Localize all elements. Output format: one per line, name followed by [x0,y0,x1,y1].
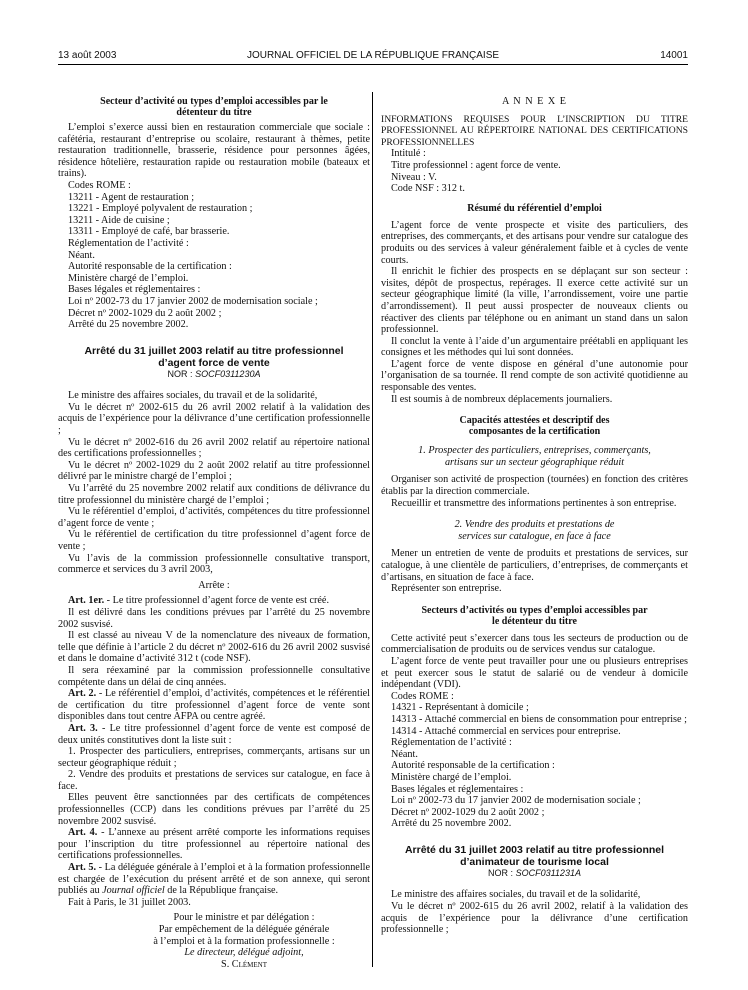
nor-value: SOCF0311231A [515,867,581,878]
header-date: 13 août 2003 [58,50,117,61]
nor-line [381,868,688,880]
article-1 [58,595,370,607]
code-item: 13211 - Aide de cuisine ; [68,214,170,226]
left-column [58,96,370,970]
code-item: 13221 - Employé polyvalent de restauration ; [68,203,253,215]
article-text: - L’annexe au présent arrêté comporte les informations requises pour l’inscription du titre professionnel au répertoire national des certifications professionnelles. [58,827,370,862]
signature-line: à l’emploi et à la formation professionnelle : [153,935,335,947]
resume-paragraph: Il conclut la vente à l’aide d’un argumentaire préétabli en appliquant les consignes et les méthodes qui lui sont données. [381,335,688,359]
signature-line: Pour le ministre et par délégation : [173,912,315,924]
nor-label: NOR : [167,368,193,379]
article-1-paragraph: Il est délivré dans les conditions prévues par l’arrêté du 25 novembre 2002 susvisé. [58,606,370,630]
visa: Le ministre des affaires sociales, du travail et de la solidarité, [391,889,641,901]
codes-rome-label: Codes ROME : [391,690,454,702]
ministere-text: Ministère chargé de l’emploi. [391,771,512,783]
header-page-number: 14001 [660,50,688,61]
visa: Vu le décret nº 2002-1029 du 2 août 2002 relatif au titre professionnel délivré par le ministre chargé de l’emploi ; [58,459,370,483]
base-item: Arrêté du 25 novembre 2002. [391,818,512,830]
secteurs-paragraph: L’agent force de vente peut travailler pour une ou plusieurs entreprises et peut exercer sous le statut de salarié ou de vendeur à domicile indépendant (VDI). [381,655,688,691]
code-item: 14321 - Représentant à domicile ; [391,702,529,714]
visa: Le ministre des affaires sociales, du travail et de la solidarité, [68,390,318,402]
capacite-2-text: Représenter son entreprise. [391,583,502,595]
resume-paragraph: L’agent force de vente dispose en général d’une autonomie pour l’organisation de sa tournée. Il rend compte de son activité quotidienne au responsable des ventes. [381,358,688,394]
visa: Vu l’avis de la commission professionnelle consultative transport, commerce et services du 3 avril 2003, [58,552,370,576]
article-text: - La déléguée générale à l’emploi et à la formation professionnelle est chargée de l’exécution du présent arrêté et de son annexe, qui seront publiés au [58,862,370,897]
nor-label: NOR : [488,867,514,878]
capacite-2-title: 2. Vendre des produits et prestations de services sur catalogue, en face à face [454,519,615,542]
bases-label: Bases légales et réglementaires : [68,284,201,296]
secteurs-title: Secteurs d’activités ou types d’emploi accessibles par le détenteur du titre [421,604,648,627]
secteur-paragraph: L’emploi s’exerce aussi bien en restauration commerciale que sociale : cafétéria, restaurant d’entreprise ou scolaire, restaurant à thèmes, petite restauration traditionnelle, brasserie, résidence pour personnes âgées, résidence hôtelière, restauration rapide ou restauration mobile (bateaux et trains). [58,122,370,180]
visa: Vu le décret nº 2002-616 du 26 avril 2002 relatif au répertoire national des certifications professionnelles ; [58,436,370,460]
capacite-1-text: Organiser son activité de prospection (tournées) en fonction des critères établis par la direction commerciale. [381,474,688,498]
capacites-title: Capacités attestées et descriptif des composantes de la certification [459,415,610,438]
article-label: Art. 4. [68,827,98,839]
article-1-paragraph: Il sera réexaminé par la commission professionnelle consultative compétente dans un délai de cinq années. [58,664,370,688]
code-item: 13211 - Agent de restauration ; [68,191,195,203]
signature-line: Par empêchement de la déléguée générale [158,924,330,935]
signature-line: Le directeur, délégué adjoint, [184,947,304,959]
secteurs-paragraph: Cette activité peut s’exercer dans tous les secteurs de production ou de commercialisation de produits ou de services vendus sur catalogue. [381,632,688,656]
header-rule [58,64,688,65]
base-item: Arrêté du 25 novembre 2002. [68,319,189,331]
header-title: JOURNAL OFFICIEL DE LA RÉPUBLIQUE FRANÇAISE [246,50,500,61]
codes-rome-label: Codes ROME : [68,179,131,191]
article-4 [58,827,370,862]
resume-title: Résumé du référentiel d’emploi [467,202,602,214]
resume-paragraph: L’agent force de vente prospecte et visite des particuliers, des entreprises, des commerçants, et des artisans pour vendre sur catalogue des produits ou des services à valeur généralement faible et à cycles de vente courts. [381,219,688,266]
neant-text: Néant. [391,748,418,760]
ministere-text: Ministère chargé de l’emploi. [68,272,189,284]
signature-block [58,912,370,970]
article-3-paragraph: Elles peuvent être sanctionnées par des certificats de compétences professionnelles (CCP) dans les conditions prévues par l’arrêté du 25 novembre 2002 susvisé. [58,792,370,827]
resume-paragraph: Il est soumis à de nombreux déplacements journaliers. [391,393,613,405]
code-item: 14313 - Attaché commercial en biens de consommation pour entreprise ; [391,713,687,725]
article-3 [58,723,370,746]
visa: Vu le référentiel d’emploi, d’activités, compétences du titre professionnel d’agent force de vente ; [58,506,370,529]
visa: Vu le décret nº 2002-615 du 26 avril 2002 relatif à la validation des acquis de l’expérience pour la délivrance d’une certification professionnelle ; [58,401,370,437]
section-title-secteur: Secteur d’activité ou types d’emploi accessibles par le détenteur du titre [100,96,328,118]
article-3-item: 1. Prospecter des particuliers, entreprises, commerçants, artisans sur un secteur géographique réduit ; [58,746,370,769]
intitule-label: Intitulé : [391,148,426,160]
base-item: Loi nº 2002-73 du 17 janvier 2002 de modernisation sociale ; [391,795,641,807]
code-item: 13311 - Employé de café, bar brasserie. [68,226,230,238]
capacite-1-text: Recueillir et transmettre des informations pertinentes à son entreprise. [391,497,677,509]
visa: Vu le référentiel de certification du titre professionnel d’agent force de vente ; [58,529,370,552]
article-text: de la République française. [167,885,279,897]
article-label: Art. 5. [68,862,97,874]
article-3-item: 2. Vendre des produits et prestations de services sur catalogue, en face à face. [58,769,370,792]
autorite-label: Autorité responsable de la certification : [68,261,232,273]
bases-label: Bases légales et réglementaires : [391,783,524,795]
signatory-name: S. Clément [221,958,267,970]
article-2 [58,688,370,723]
base-item: Loi nº 2002-73 du 17 janvier 2002 de modernisation sociale ; [68,295,318,307]
nor-line [58,369,370,381]
article-label: Art. 1er. [68,595,105,607]
autorite-label: Autorité responsable de la certification : [391,760,555,772]
nor-value: SOCF0311230A [195,368,261,379]
arrete-title: Arrêté du 31 juillet 2003 relatif au titre professionnel d’agent force de vente [84,344,344,369]
neant-text: Néant. [68,249,95,261]
titre-pro: Titre professionnel : agent force de vente. [391,159,561,171]
article-5 [58,862,370,897]
article-label: Art. 3. [68,722,98,734]
resume-paragraph: Il enrichit le fichier des prospects en se déplaçant sur son secteur : visites, dépôt de prospectus, repérages. Il exerce cette activité sur un secteur géographique limité (la ville, l’arrondissement, voire une partie d’arrondissement). Il peut aussi prospecter de nouveaux clients ou réactiver des clients par téléphone ou en animant un stand dans un salon professionnel. [381,266,688,336]
fait-a-paris: Fait à Paris, le 31 juillet 2003. [68,896,191,908]
arrete-2-title: Arrêté du 31 juillet 2003 relatif au titre professionnel d’animateur de tourisme local [404,843,665,868]
base-item: Décret nº 2002-1029 du 2 août 2002 ; [68,307,222,319]
niveau: Niveau : V. [391,171,437,183]
right-column [381,96,688,936]
journal-officiel: Journal officiel [102,885,165,897]
base-item: Décret nº 2002-1029 du 2 août 2002 ; [391,806,545,818]
reglementation-label: Réglementation de l’activité : [391,737,512,749]
reglementation-label: Réglementation de l’activité : [68,237,189,249]
annexe-title: A N N E X E [501,96,568,107]
arrete-word: Arrête : [198,579,230,591]
article-text: - Le référentiel d’emploi, d’activités, compétences et le référentiel de certification du titre professionnel d’agent force de vente sont disponibles dans tout centre AFPA ou centre agréé. [58,688,370,723]
article-label: Art. 2. [68,688,97,700]
info-title: INFORMATIONS REQUISES POUR L’INSCRIPTION DU TITRE PROFESSIONNEL AU RÉPERTOIRE NATIONAL DES CERTIFICATIONS PROFESSIONNELLES [381,113,688,148]
page-header [58,50,688,64]
article-1-paragraph: Il est classé au niveau V de la nomenclature des niveaux de formation, telle que définie à l’article 2 du décret nº 2002-616 du 26 avril 2002 susvisé et dans le domaine d’activité 312 t (code NSF). [58,630,370,665]
code-item: 14314 - Attaché commercial en services pour entreprise. [391,725,621,737]
column-divider [372,92,373,967]
visa: Vu l’arrêté du 25 novembre 2002 relatif aux conditions de délivrance du titre professionnel du ministère chargé de l’emploi ; [58,483,370,506]
visa: Vu le décret nº 2002-615 du 26 avril 2002, relatif à la validation des acquis de l’expérience pour la délivrance d’une certification professionnelle ; [381,901,688,936]
capacite-1-title: 1. Prospecter des particuliers, entreprises, commerçants, artisans sur un secteur géographique réduit [418,445,651,468]
capacite-2-text: Mener un entretien de vente de produits et prestations de services, sur catalogue, à une clientèle de particuliers, d’entreprises, de commerçants et d’artisans, en situation de face à face. [381,548,688,583]
article-text: - Le titre professionnel d’agent force de vente est créé. [106,595,329,607]
code-nsf: Code NSF : 312 t. [391,183,465,195]
article-text: - Le titre professionnel d’agent force de vente est composé de deux unités constitutives dont la liste suit : [58,722,370,746]
